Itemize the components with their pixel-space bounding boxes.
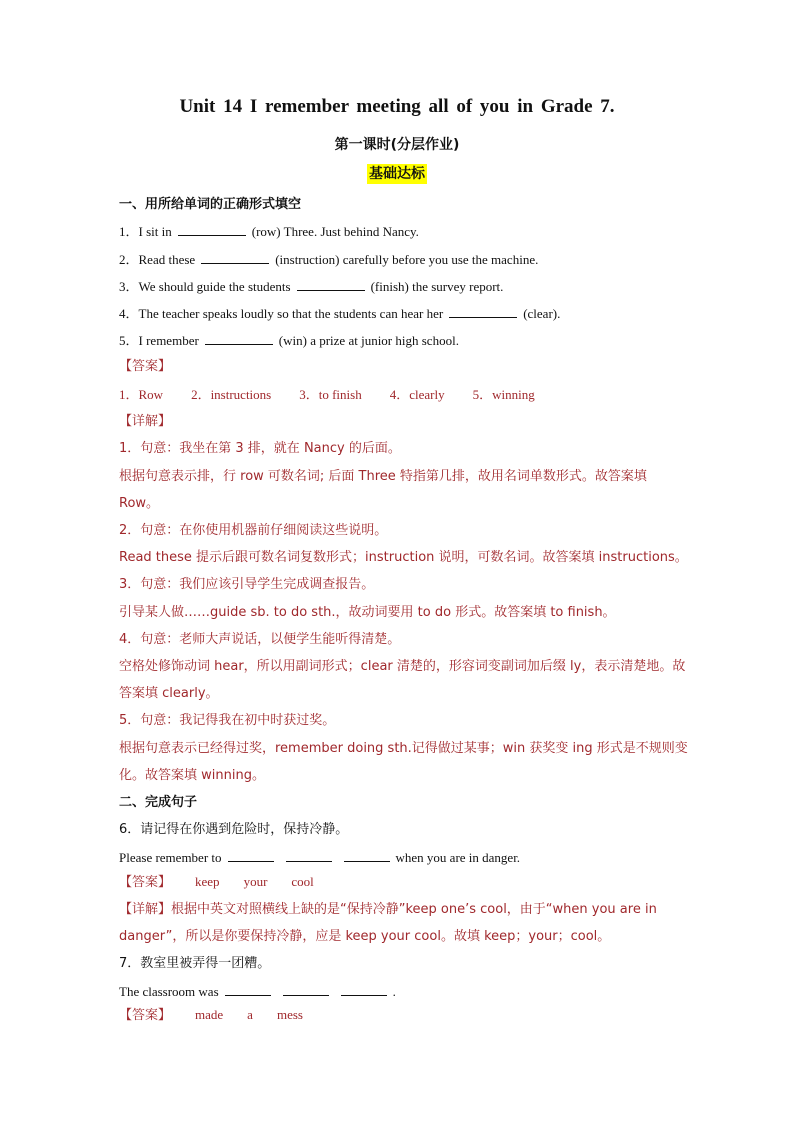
detail-text: 引导某人做……guide sb. to do sth.，故动词要用 to do 形式。故答案填 to finish。 bbox=[119, 605, 616, 620]
question-6-answer: 【答案】 keep your cool bbox=[119, 874, 314, 890]
answer-blank[interactable] bbox=[225, 982, 271, 996]
answer-blank[interactable] bbox=[286, 848, 332, 862]
question-4: 4．The teacher speaks loudly so that the students can hear her (clear). bbox=[119, 306, 561, 321]
answer-blank[interactable] bbox=[178, 222, 246, 236]
question-2: 2．Read these (instruction) carefully before you use the machine. bbox=[119, 252, 539, 267]
detail-text: 空格处修饰动词 hear，所以用副词形式；clear 清楚的，形容词变副词加后缀 ly，表示清楚地。故答案填 clearly。 bbox=[119, 659, 686, 701]
answer-blank[interactable] bbox=[283, 982, 329, 996]
section1-heading: 一、用所给单词的正确形式填空 bbox=[119, 197, 302, 212]
question-1: 1．I sit in (row) Three. Just behind Nancy. bbox=[119, 224, 419, 239]
question-3: 3．We should guide the students (finish) the survey report. bbox=[119, 279, 504, 294]
question-6: Please remember to when you are in danger. bbox=[119, 850, 521, 865]
unit-title: Unit 14 I remember meeting all of you in Grade 7. bbox=[179, 96, 615, 117]
level-tag: 基础达标 bbox=[369, 166, 425, 182]
answer-blank[interactable] bbox=[341, 982, 387, 996]
question-7: The classroom was . bbox=[119, 984, 396, 999]
detail-text: 根据句意表示排，行 row 可数名词; 后面 Three 特指第几排，故用名词单数形式。故答案填 Row。 bbox=[119, 469, 647, 511]
question-6-detail: 【详解】根据中英文对照横线上缺的是“保持冷静”keep one’s cool，由于“when you are in danger”，所以是你要保持冷静，应是 keep your cool。故填 keep；your；cool。 bbox=[119, 902, 657, 944]
answer-blank[interactable] bbox=[201, 250, 269, 264]
detail-text: 3．句意：我们应该引导学生完成调查报告。 bbox=[119, 577, 375, 592]
answer-blank[interactable] bbox=[344, 848, 390, 862]
detail-text: Read these 提示后跟可数名词复数形式；instruction 说明，可数名词。故答案填 instructions。 bbox=[119, 550, 688, 565]
question-7-cn: 7．教室里被弄得一团糟。 bbox=[119, 956, 271, 971]
answer-blank[interactable] bbox=[228, 848, 274, 862]
answer-blank[interactable] bbox=[297, 277, 365, 291]
answer-label: 【答案】 bbox=[119, 359, 172, 374]
question-5: 5．I remember (win) a prize at junior high school. bbox=[119, 333, 459, 348]
answer-blank[interactable] bbox=[449, 304, 517, 318]
answer-blank[interactable] bbox=[205, 331, 273, 345]
detail-text: 根据句意表示已经得过奖，remember doing sth.记得做过某事；win 获奖变 ing 形式是不规则变化。故答案填 winning。 bbox=[119, 741, 688, 783]
detail-label: 【详解】 bbox=[119, 414, 172, 429]
question-6-cn: 6．请记得在你遇到危险时，保持冷静。 bbox=[119, 822, 349, 837]
answers-row: 1．Row 2．instructions 3．to finish 4．clearly 5．winning bbox=[119, 387, 535, 402]
lesson-subtitle: 第一课时(分层作业) bbox=[334, 137, 460, 153]
detail-text: 2．句意：在你使用机器前仔细阅读这些说明。 bbox=[119, 523, 388, 538]
detail-text: 4．句意：老师大声说话，以便学生能听得清楚。 bbox=[119, 632, 401, 647]
question-7-answer: 【答案】 made a mess bbox=[119, 1007, 303, 1023]
detail-text: 1．句意：我坐在第 3 排，就在 Nancy 的后面。 bbox=[119, 441, 401, 456]
detail-text: 5．句意：我记得我在初中时获过奖。 bbox=[119, 713, 336, 728]
section2-heading: 二、完成句子 bbox=[119, 795, 198, 810]
